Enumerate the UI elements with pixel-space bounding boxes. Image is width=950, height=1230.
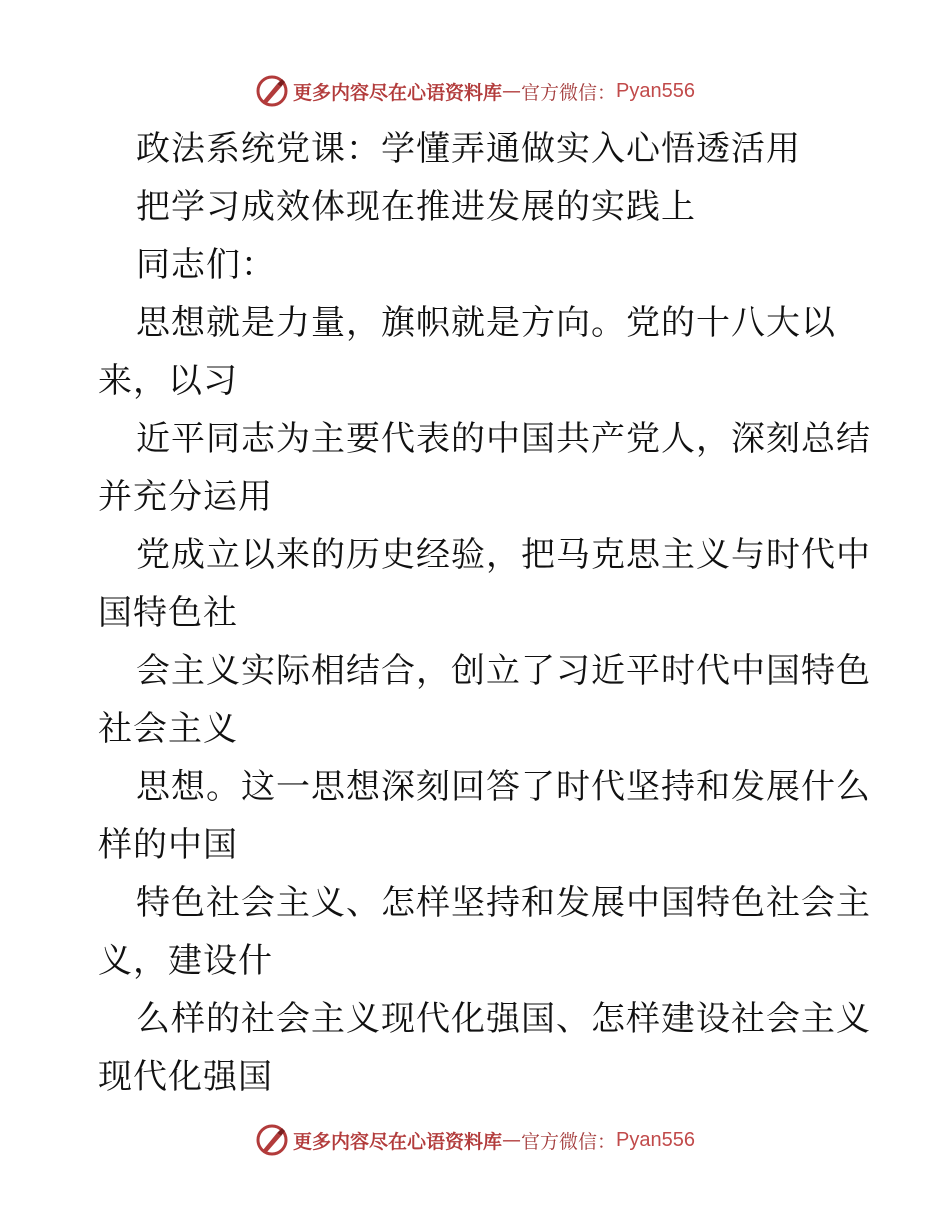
brand-text: 更多内容尽在心语资料库 bbox=[293, 1130, 503, 1153]
body-line: 来，以习 bbox=[98, 361, 238, 401]
separator: — bbox=[502, 80, 522, 102]
wechat-handle: Pyan556 bbox=[616, 79, 695, 102]
body-line: 思想就是力量，旗帜就是方向。党的十八大以 bbox=[136, 303, 836, 343]
body-line: 近平同志为主要代表的中国共产党人，深刻总结 bbox=[136, 419, 871, 459]
title-line-1: 政法系统党课：学懂弄通做实入心悟透活用 bbox=[136, 129, 801, 169]
body-line: 现代化强国 bbox=[98, 1057, 273, 1097]
wechat-label: 官方微信： bbox=[521, 1130, 617, 1153]
body-line: 并充分运用 bbox=[98, 477, 273, 517]
footer-watermark-banner bbox=[0, 1120, 950, 1160]
title-line-2: 把学习成效体现在推进发展的实践上 bbox=[136, 187, 696, 227]
pen-logo-icon bbox=[255, 74, 289, 108]
body-line: 样的中国 bbox=[98, 825, 238, 865]
body-line: 会主义实际相结合，创立了习近平时代中国特色 bbox=[136, 651, 871, 691]
pen-logo-icon bbox=[255, 1123, 289, 1157]
document-body bbox=[98, 120, 871, 1106]
separator: — bbox=[502, 1129, 522, 1151]
body-line: 特色社会主义、怎样坚持和发展中国特色社会主 bbox=[136, 883, 871, 923]
salutation: 同志们： bbox=[136, 245, 276, 285]
body-line: 社会主义 bbox=[98, 709, 238, 749]
body-line: 党成立以来的历史经验，把马克思主义与时代中 bbox=[136, 535, 871, 575]
wechat-handle: Pyan556 bbox=[616, 1128, 695, 1151]
body-line: 义，建设什 bbox=[98, 941, 273, 981]
header-watermark-banner bbox=[0, 71, 950, 111]
body-line: 思想。这一思想深刻回答了时代坚持和发展什么 bbox=[136, 767, 871, 807]
wechat-label: 官方微信： bbox=[521, 81, 617, 104]
body-line: 么样的社会主义现代化强国、怎样建设社会主义 bbox=[136, 999, 871, 1039]
brand-text: 更多内容尽在心语资料库 bbox=[293, 81, 503, 104]
body-line: 国特色社 bbox=[98, 593, 238, 633]
